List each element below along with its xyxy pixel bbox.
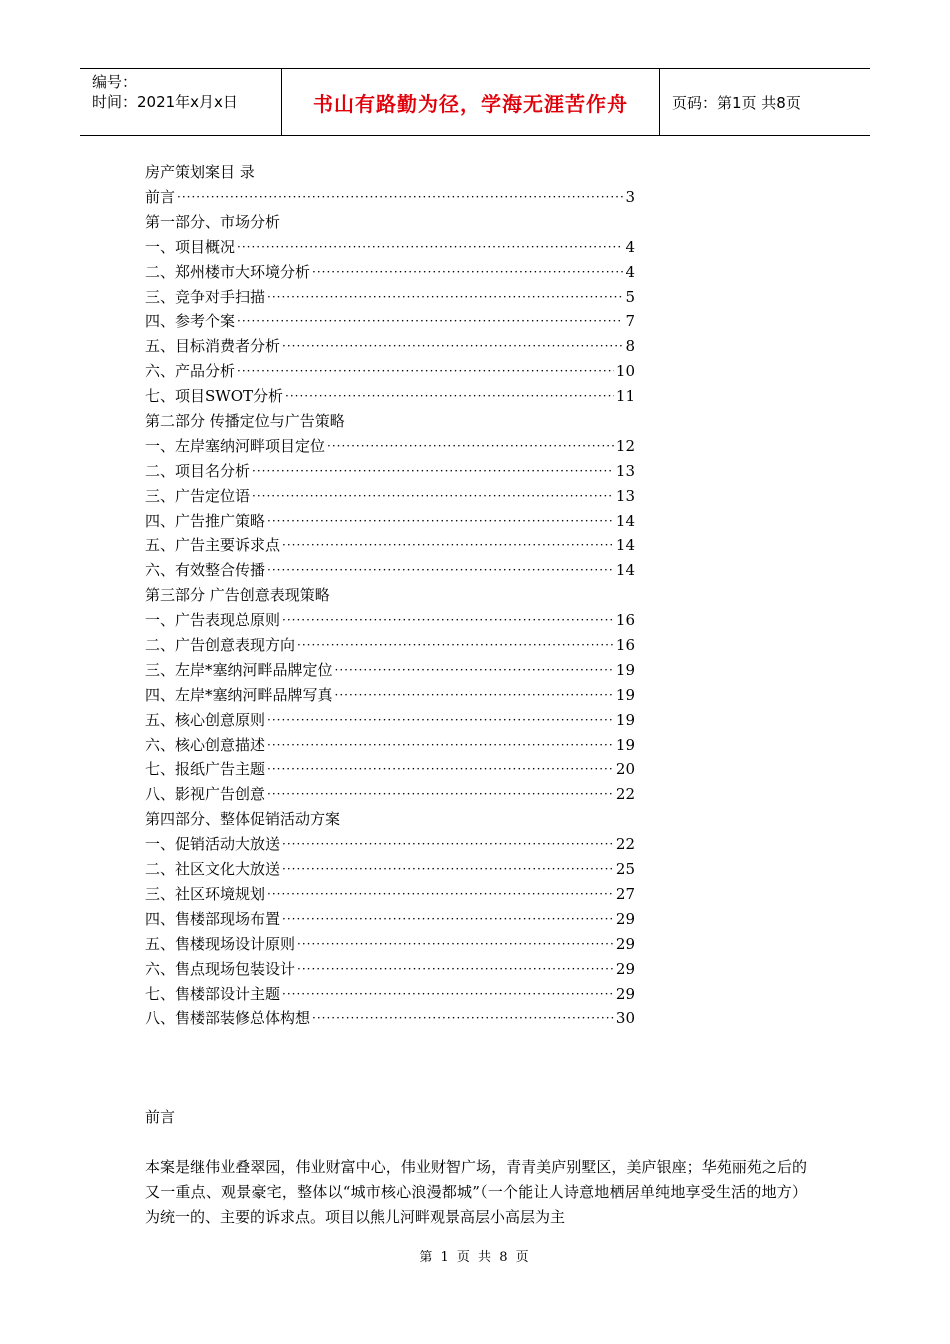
toc-entry-page: 12	[615, 436, 635, 455]
toc-dot-leader	[335, 683, 614, 708]
toc-entry	[145, 658, 635, 683]
toc-entry-page: 13	[615, 461, 635, 480]
toc-entry-label: 八、售楼部装修总体构想	[145, 1009, 311, 1028]
toc-entry-page: 5	[625, 287, 635, 306]
toc-entry	[145, 384, 635, 409]
toc-entry-label: 四、广告推广策略	[145, 511, 266, 530]
toc-entry-page: 29	[615, 959, 635, 978]
toc-dot-leader	[282, 907, 614, 932]
toc-entry-label: 二、社区文化大放送	[145, 860, 281, 879]
toc-entry	[145, 782, 635, 807]
toc-dot-leader	[267, 733, 614, 758]
toc-entry-label: 五、目标消费者分析	[145, 337, 281, 356]
toc-entry	[145, 832, 635, 857]
toc-entry	[145, 857, 635, 882]
toc-entry-page: 4	[625, 262, 635, 281]
toc-dot-leader	[312, 1006, 614, 1031]
toc-entry-label: 第一部分、市场分析	[145, 212, 281, 231]
toc-entry	[145, 907, 635, 932]
toc-entry-page: 29	[615, 909, 635, 928]
toc-entry-label: 六、产品分析	[145, 362, 236, 381]
toc-dot-leader	[282, 533, 614, 558]
toc-entry-page: 16	[615, 636, 635, 655]
toc-dot-leader	[285, 384, 614, 409]
toc-entry-page: 19	[615, 735, 635, 754]
toc-dot-leader	[297, 633, 614, 658]
toc-entry-page: 14	[615, 511, 635, 530]
toc-dot-leader	[282, 982, 614, 1007]
toc-entry	[145, 434, 635, 459]
header-motto: 书山有路勤为径，学海无涯苦作舟	[282, 69, 660, 135]
toc-section-heading	[145, 409, 635, 434]
toc-entry	[145, 633, 635, 658]
toc-entry	[145, 1006, 635, 1031]
toc-entry-page: 8	[625, 337, 635, 356]
toc-section-heading	[145, 583, 635, 608]
toc-entry-label: 三、广告定位语	[145, 486, 251, 505]
toc-entry	[145, 708, 635, 733]
toc-entry-page: 10	[615, 362, 635, 381]
toc-entry-label: 前言	[145, 188, 176, 206]
toc-entry-page: 4	[625, 237, 635, 256]
toc-entry-label: 六、售点现场包装设计	[145, 959, 296, 978]
toc-entry-page: 16	[615, 611, 635, 630]
toc-dot-leader	[252, 484, 614, 509]
document-header	[80, 68, 870, 136]
toc-entry-label: 二、项目名分析	[145, 461, 251, 480]
toc-entry	[145, 608, 635, 633]
toc-entry-label: 六、有效整合传播	[145, 561, 266, 580]
toc-entry	[145, 533, 635, 558]
toc-entry	[145, 982, 635, 1007]
toc-entry	[145, 309, 635, 334]
toc-dot-leader	[312, 260, 623, 285]
toc-rows	[145, 185, 635, 1031]
toc-dot-leader	[237, 309, 623, 334]
toc-dot-leader	[267, 509, 614, 534]
toc-entry-page: 19	[615, 660, 635, 679]
toc-entry-label: 七、报纸广告主题	[145, 760, 266, 779]
toc-entry-label: 一、广告表现总原则	[145, 611, 281, 630]
header-page-info: 页码：第1页 共8页	[672, 93, 801, 112]
toc-entry-page: 11	[615, 387, 635, 406]
header-meta	[80, 69, 282, 135]
preface-paragraph: 本案是继伟业叠翠园，伟业财富中心，伟业财智广场，青青美庐别墅区，美庐银座；华苑丽苑之后的又一重点、观景豪宅，整体以“城市核心浪漫都城”（一个能让人诗意地栖居单纯地享受生活的地方）为统一的、主要的诉求点。项目以熊儿河畔观景高层小高层为主	[145, 1158, 807, 1226]
toc-dot-leader	[177, 185, 623, 210]
toc-dot-leader	[252, 459, 614, 484]
toc-section-heading	[145, 210, 635, 235]
toc-entry-label: 七、售楼部设计主题	[145, 984, 281, 1003]
toc-section-heading	[145, 807, 635, 832]
toc-entry-page: 7	[625, 312, 635, 331]
toc-entry-label: 一、左岸塞纳河畔项目定位	[145, 436, 326, 455]
toc-dot-leader	[297, 932, 614, 957]
toc-dot-leader	[267, 757, 614, 782]
toc-entry-label: 二、广告创意表现方向	[145, 636, 296, 655]
toc-entry-label: 第二部分 传播定位与广告策略	[145, 412, 345, 431]
toc-entry-label: 一、项目概况	[145, 237, 236, 256]
toc-entry	[145, 509, 635, 534]
toc-entry	[145, 260, 635, 285]
toc-dot-leader	[237, 235, 623, 260]
toc-entry-label: 五、核心创意原则	[145, 710, 266, 729]
toc-entry-page: 3	[625, 188, 635, 206]
toc-entry-page: 29	[615, 934, 635, 953]
toc-entry-page: 14	[615, 561, 635, 580]
toc-entry-page: 22	[615, 835, 635, 854]
toc-dot-leader	[267, 882, 614, 907]
toc-entry-page: 14	[615, 536, 635, 555]
toc-dot-leader	[282, 832, 614, 857]
toc-entry	[145, 733, 635, 758]
toc-entry	[145, 757, 635, 782]
toc-entry-page: 20	[615, 760, 635, 779]
toc-entry-label: 七、项目SWOT分析	[145, 387, 283, 406]
toc-entry-label: 二、郑州楼市大环境分析	[145, 262, 311, 281]
toc-entry	[145, 359, 635, 384]
toc-dot-leader	[237, 359, 614, 384]
toc-dot-leader	[282, 608, 614, 633]
toc-entry-page: 19	[615, 685, 635, 704]
table-of-contents	[145, 160, 635, 1031]
toc-entry-label: 八、影视广告创意	[145, 785, 266, 804]
number-label: 编号：	[92, 73, 138, 91]
toc-entry	[145, 558, 635, 583]
toc-entry-label: 五、广告主要诉求点	[145, 536, 281, 555]
toc-entry-label: 四、售楼部现场布置	[145, 909, 281, 928]
toc-entry-label: 三、竞争对手扫描	[145, 287, 266, 306]
toc-dot-leader	[282, 857, 614, 882]
toc-entry	[145, 285, 635, 310]
toc-entry-label: 三、左岸*塞纳河畔品牌定位	[145, 660, 333, 679]
toc-entry-label: 四、参考个案	[145, 312, 236, 331]
toc-dot-leader	[267, 558, 614, 583]
toc-entry-page: 29	[615, 984, 635, 1003]
toc-entry	[145, 185, 635, 210]
toc-dot-leader	[297, 957, 614, 982]
toc-entry-page: 30	[615, 1009, 635, 1028]
toc-dot-leader	[267, 782, 614, 807]
toc-entry-label: 第三部分 广告创意表现策略	[145, 586, 330, 605]
toc-title: 房产策划案目 录	[145, 163, 255, 181]
toc-entry-label: 五、售楼现场设计原则	[145, 934, 296, 953]
preface-title: 前言	[145, 1108, 176, 1126]
toc-entry-label: 一、促销活动大放送	[145, 835, 281, 854]
toc-dot-leader	[267, 708, 614, 733]
toc-entry	[145, 484, 635, 509]
page-footer: 第 1 页 共 8 页	[419, 1250, 531, 1265]
toc-entry-page: 19	[615, 710, 635, 729]
toc-entry-page: 22	[615, 785, 635, 804]
toc-entry-label: 第四部分、整体促销活动方案	[145, 810, 341, 829]
toc-entry-page: 25	[615, 860, 635, 879]
toc-entry-page: 27	[615, 884, 635, 903]
toc-entry	[145, 932, 635, 957]
toc-dot-leader	[327, 434, 614, 459]
toc-entry	[145, 235, 635, 260]
toc-dot-leader	[267, 285, 623, 310]
time-label: 时间：2021年x月x日	[92, 93, 238, 111]
toc-dot-leader	[335, 658, 614, 683]
toc-entry	[145, 957, 635, 982]
toc-entry	[145, 882, 635, 907]
toc-entry	[145, 334, 635, 359]
toc-entry-page: 13	[615, 486, 635, 505]
toc-dot-leader	[282, 334, 623, 359]
toc-entry	[145, 459, 635, 484]
toc-entry-label: 三、社区环境规划	[145, 884, 266, 903]
toc-entry-label: 四、左岸*塞纳河畔品牌写真	[145, 685, 333, 704]
toc-entry	[145, 683, 635, 708]
toc-entry-label: 六、核心创意描述	[145, 735, 266, 754]
